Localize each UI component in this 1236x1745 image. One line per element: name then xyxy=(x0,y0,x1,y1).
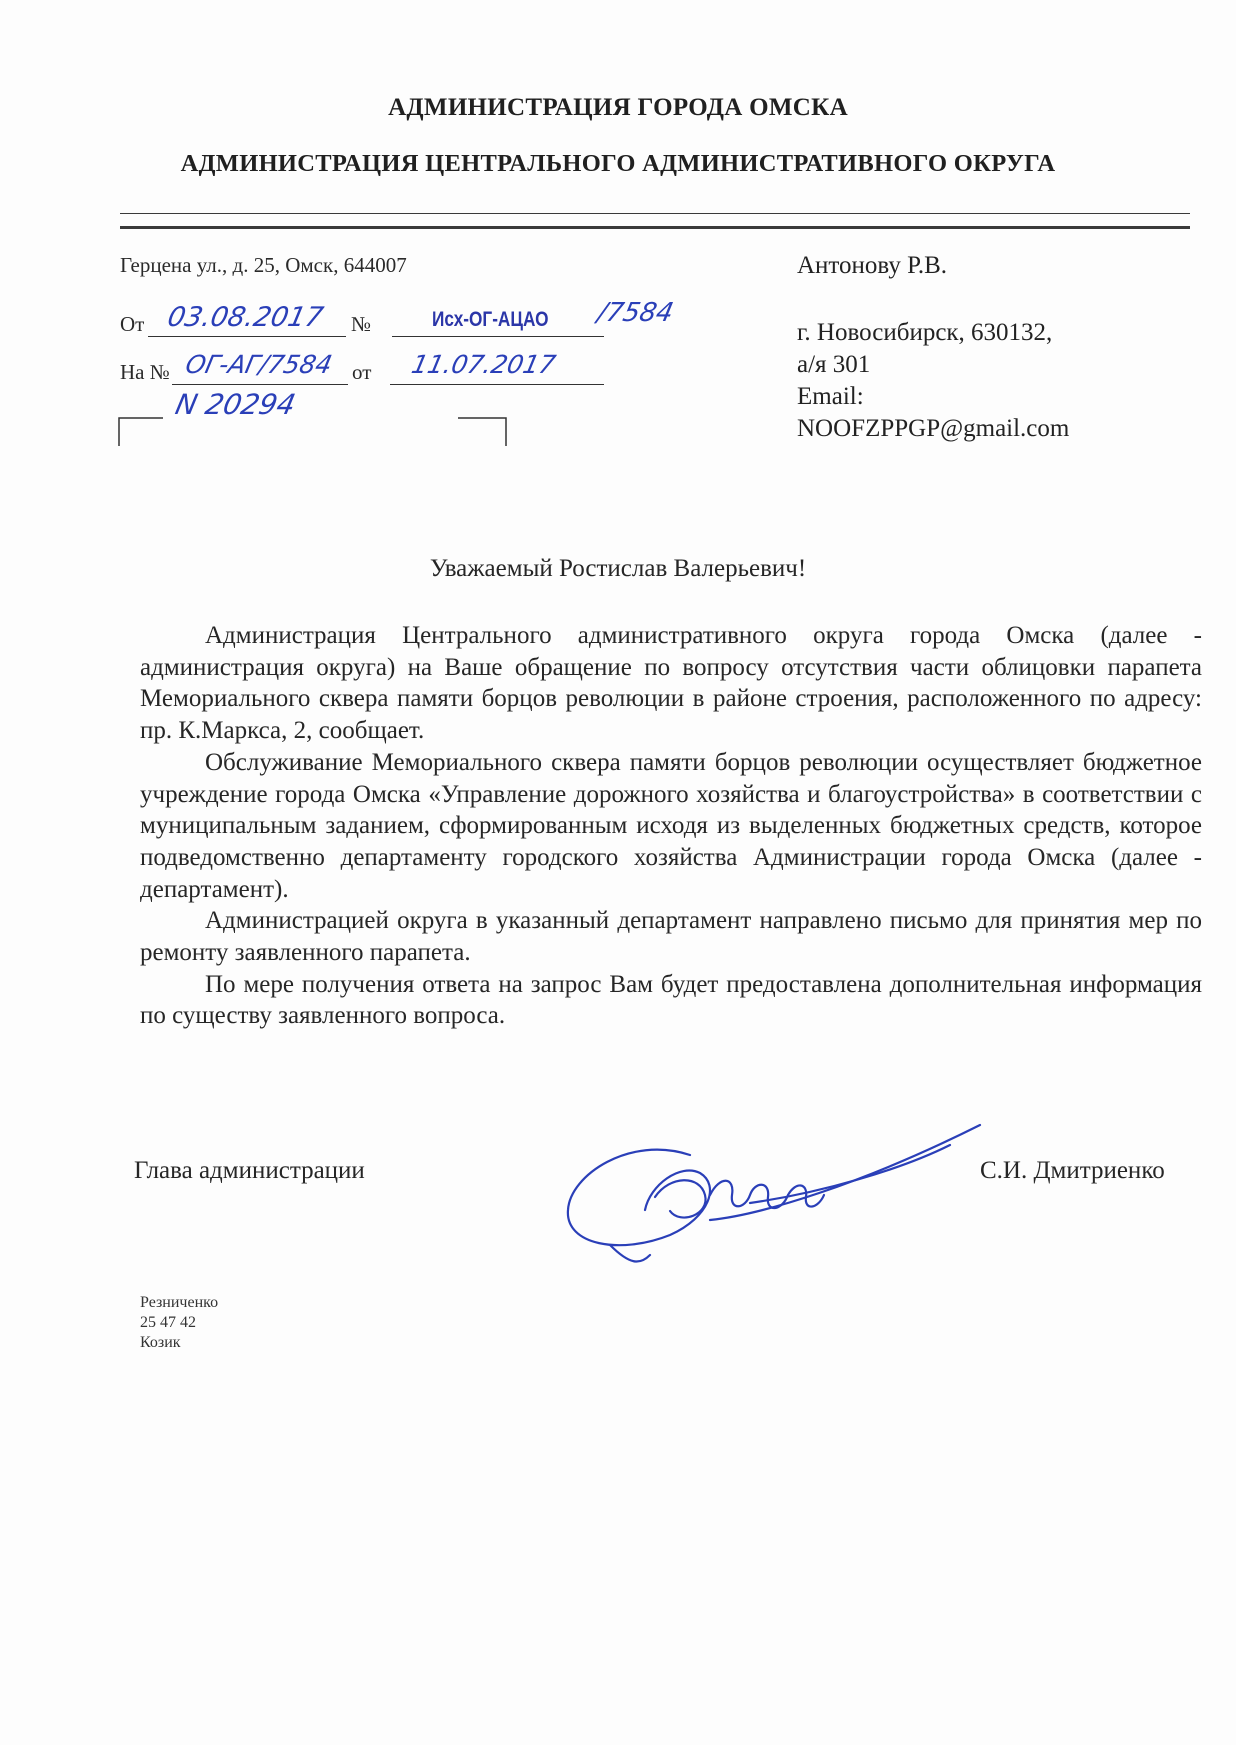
paragraph-2: Обслуживание Мемориального сквера памяти борцов революции осуществляет бюджетное учреждение города Омска «Управление дорожного хозяйства и благоустройства» в соответствии с муниципальным заданием, сформированным исходя из выделенных бюджетных средств, которое подведомственно департаменту городского хозяйства Администрации города Омска (далее - департамент). xyxy=(140,748,1202,903)
recipient-email: NOOFZPPGP@gmail.com xyxy=(797,415,1070,442)
ref-date: 11.07.2017 xyxy=(408,350,559,379)
executor-line-1: Резниченко xyxy=(140,1294,219,1311)
sender-address: Герцена ул., д. 25, Омск, 644007 xyxy=(120,253,407,277)
number-line xyxy=(392,336,604,337)
signature-name: С.И. Дмитриенко xyxy=(980,1157,1165,1184)
recipient-email-label: Email: xyxy=(797,383,864,410)
ref-number: ОГ-АГ/7584 xyxy=(182,350,335,379)
executor-line-2: 25 47 42 xyxy=(140,1314,196,1331)
from-date: 03.08.2017 xyxy=(164,302,326,333)
executor-info xyxy=(140,1293,218,1353)
header-line-2: АДМИНИСТРАЦИЯ ЦЕНТРАЛЬНОГО АДМИНИСТРАТИВНОГО ОКРУГА xyxy=(180,150,1056,177)
address-corner-marks xyxy=(118,416,508,448)
paragraph-4: По мере получения ответа на запрос Вам будет предоставлена дополнительная информация по существу заявленного вопроса. xyxy=(140,970,1202,1030)
from-label: От xyxy=(120,312,145,336)
header-rule-thin xyxy=(120,213,1190,214)
recipient-box: а/я 301 xyxy=(797,351,871,378)
executor-line-3: Козик xyxy=(140,1334,181,1351)
recipient-city: г. Новосибирск, 630132, xyxy=(797,319,1053,346)
number-label: № xyxy=(351,312,372,336)
handwritten-signature xyxy=(560,1115,1000,1275)
extra-number: N 20294 xyxy=(172,388,299,421)
recipient-name: Антонову Р.В. xyxy=(797,252,948,279)
salutation: Уважаемый Ростислав Валерьевич! xyxy=(429,555,807,582)
from-date-line xyxy=(148,336,346,337)
ref-number-line xyxy=(172,384,348,385)
header-line-1: АДМИНИСТРАЦИЯ ГОРОДА ОМСКА xyxy=(388,94,848,121)
out-number-stamp: Исх-ОГ-АЦАО xyxy=(432,308,549,331)
paragraph-1: Администрация Центрального административного округа города Омска (далее - администрация округа) на Ваше обращение по вопросу отсутствия части облицовки парапета Мемориального сквера памяти борцов революции в районе строения, расположенного по адресу: пр. К.Маркса, 2, сообщает. xyxy=(140,622,1202,745)
letter-body xyxy=(140,620,1202,1032)
paragraph-3: Администрацией округа в указанный департамент направлено письмо для принятия мер по ремонту заявленного парапета. xyxy=(140,907,1202,967)
out-number-hand: /7584 xyxy=(594,298,677,328)
ref-from-label: от xyxy=(352,360,372,384)
header-rule-thick xyxy=(120,226,1190,229)
ref-date-line xyxy=(390,384,604,385)
ref-label: На № xyxy=(120,360,170,384)
signature-position: Глава администрации xyxy=(134,1157,365,1184)
